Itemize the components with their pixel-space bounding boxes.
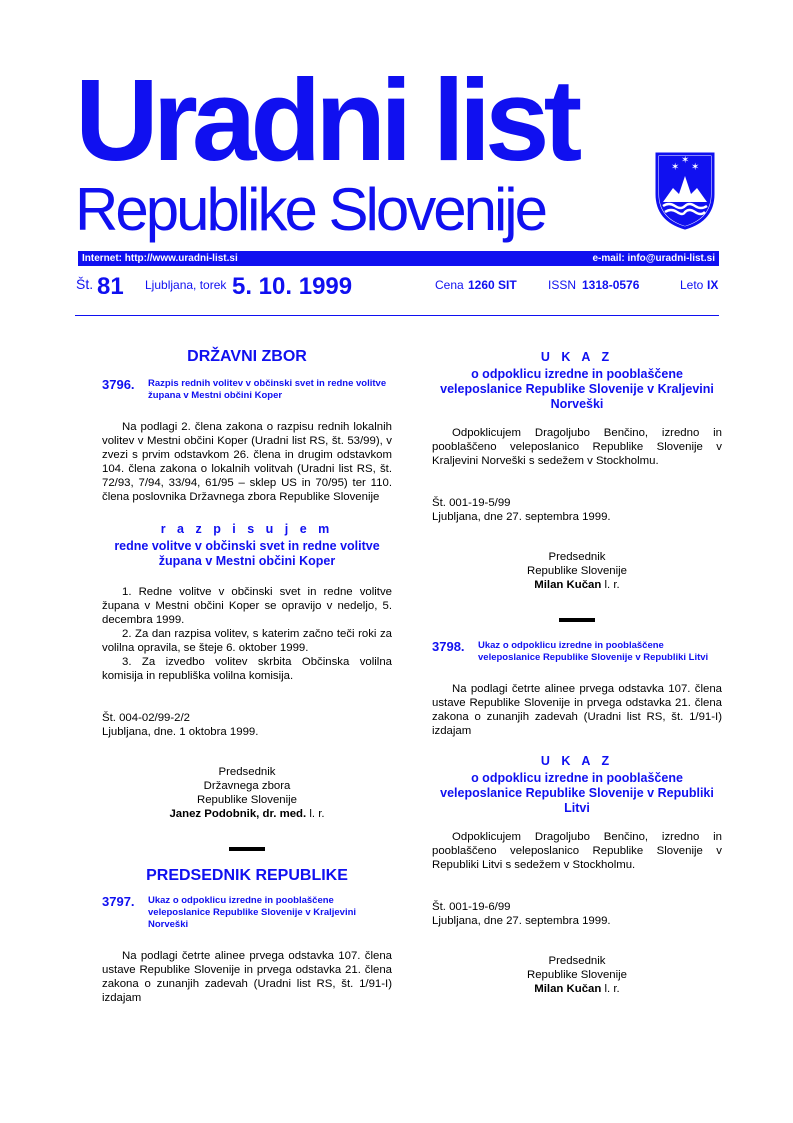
signature-suffix: l. r.	[601, 983, 620, 995]
signature-line: Republike Slovenije	[196, 794, 298, 806]
item-number: 3798.	[432, 639, 465, 654]
ukaz-title: U K A Z	[540, 754, 614, 768]
signature-name: Janez Podobnik, dr. med.	[169, 808, 307, 820]
item-3796-intro: Na podlagi 2. člena zakona o razpisu rednih lokalnih volitev v Mestni občini Koper (Uradni list RS, št. 53/99), v zvezi s prvim odstavkom 26. člena in drugim odstavkom 104. člena zakona o lokalnih volitvah (Uradni list RS, št. 72/93, 7/94, 33/94, 61/95 – sklep US in 70/95) ter 110. člena poslovnika Državnega zbora Republike Slovenije	[102, 421, 392, 503]
masthead-subtitle: Republike Slovenije	[75, 176, 545, 243]
item-3796-header	[102, 378, 392, 402]
section-heading-predsednik-republike: PREDSEDNIK REPUBLIKE	[146, 867, 348, 884]
contact-bar	[78, 251, 719, 266]
signature-block	[432, 954, 722, 996]
price-value: 1260 SIT	[468, 278, 517, 292]
item-3796-p2: 2. Za dan razpisa volitev, s katerim začno teči roki za volilna opravila, se šteje 6. oktober 1999.	[102, 628, 392, 654]
item-3798-header	[432, 640, 722, 664]
signature-suffix: l. r.	[601, 579, 620, 591]
item-3798-intro: Na podlagi četrte alinee prvega odstavka 107. člena ustave Republike Slovenije in prvega odstavka 21. člena zakona o zunanjih zadevah (Uradni list RS, št. 1/91-I) izdajam	[432, 683, 722, 737]
signature-line: Republike Slovenije	[526, 565, 628, 577]
decree-heading: redne volitve v občinski svet in redne volitve župana v Mestni občini Koper	[114, 539, 380, 568]
item-number: 3797.	[102, 894, 135, 909]
ukaz-title: U K A Z	[540, 350, 614, 364]
signature-suffix: l. r.	[306, 808, 325, 820]
signature-line: Predsednik	[548, 955, 606, 967]
year-label: Leto	[680, 278, 704, 292]
issue-number: 81	[97, 273, 124, 300]
ukaz-date: Ljubljana, dne 27. septembra 1999.	[432, 915, 611, 927]
signature-block	[102, 765, 392, 821]
item-number: 3796.	[102, 377, 135, 392]
ukaz-subtitle: o odpoklicu izredne in pooblaščene veleposlanice Republike Slovenije v Republiki Litvi	[440, 771, 714, 815]
signature-name: Milan Kučan	[534, 983, 602, 995]
item-3797-intro: Na podlagi četrte alinee prvega odstavka 107. člena ustave Republike Slovenije in prvega odstavka 21. člena zakona o zunanjih zadevah (Uradni list RS, št. 1/91-I) izdajam	[102, 950, 392, 1004]
header-rule	[75, 315, 719, 316]
issn-value: 1318-0576	[582, 278, 640, 292]
masthead-title: Uradni list	[75, 55, 577, 185]
ukaz-body: Odpoklicujem Dragoljubo Benčino, izredno in pooblaščeno veleposlanico Republike Slovenije v Kraljevini Norveški s sedežem v Stockholmu.	[432, 427, 722, 467]
signature-block	[432, 550, 722, 592]
year-value: IX	[707, 278, 719, 292]
item-title: Ukaz o odpoklicu izredne in pooblaščene veleposlanice Republike Slovenije v Republiki Litvi	[478, 640, 709, 663]
item-title: Ukaz o odpoklicu izredne in pooblaščene veleposlanice Republike Slovenije v Kraljevini Norveški	[148, 895, 357, 930]
issn-label: ISSN	[548, 278, 577, 292]
svg-text:✶: ✶	[681, 155, 690, 166]
email-link[interactable]: e-mail: info@uradni-list.si	[592, 253, 715, 264]
svg-text:✶: ✶	[691, 162, 700, 173]
signature-name: Milan Kučan	[534, 579, 602, 591]
left-column	[102, 330, 392, 1005]
ukaz-reference: Št. 001-19-5/99	[432, 497, 511, 509]
signature-line: Predsednik	[548, 551, 606, 563]
svg-text:✶: ✶	[671, 162, 680, 173]
issue-date: 5. 10. 1999	[232, 273, 353, 300]
item-3796-p3: 3. Za izvedbo volitev skrbita Občinska volilna komisija in republiška volilna komisija.	[102, 656, 392, 682]
price-label: Cena	[435, 278, 464, 292]
section-heading-drzavni-zbor: DRŽAVNI ZBOR	[187, 348, 307, 365]
signature-line: Predsednik	[218, 766, 276, 778]
internet-link[interactable]: Internet: http://www.uradni-list.si	[82, 253, 238, 264]
right-column	[432, 350, 722, 996]
issue-line	[0, 272, 793, 306]
separator	[229, 847, 265, 851]
masthead	[75, 55, 725, 272]
separator	[559, 618, 595, 622]
item-3797-header	[102, 895, 392, 931]
item-3796-p1: 1. Redne volitve v občinski svet in redne volitve župana v Mestni občini Koper se opravijo v nedeljo, 5. decembra 1999.	[102, 586, 392, 626]
ukaz-reference: Št. 001-19-6/99	[432, 901, 511, 913]
ukaz-subtitle: o odpoklicu izredne in pooblaščene veleposlanice Republike Slovenije v Kraljevini Norveški	[440, 367, 714, 411]
item-3796-date: Ljubljana, dne. 1 oktobra 1999.	[102, 726, 259, 738]
ukaz-date: Ljubljana, dne 27. septembra 1999.	[432, 511, 611, 523]
coat-of-arms-icon	[653, 150, 717, 230]
item-title: Razpis rednih volitev v občinski svet in redne volitve župana v Mestni občini Koper	[148, 378, 387, 401]
issue-number-label: Št.	[76, 276, 94, 292]
signature-line: Državnega zbora	[203, 780, 291, 792]
ukaz-body: Odpoklicujem Dragoljubo Benčino, izredno in pooblaščeno veleposlanico Republike Slovenije v Republiki Litvi s sedežem v Stockholmu.	[432, 831, 722, 871]
decree-verb: r a z p i s u j e m	[160, 522, 334, 536]
item-3796-reference: Št. 004-02/99-2/2	[102, 712, 191, 724]
issue-place-day: Ljubljana, torek	[145, 278, 227, 292]
signature-line: Republike Slovenije	[526, 969, 628, 981]
